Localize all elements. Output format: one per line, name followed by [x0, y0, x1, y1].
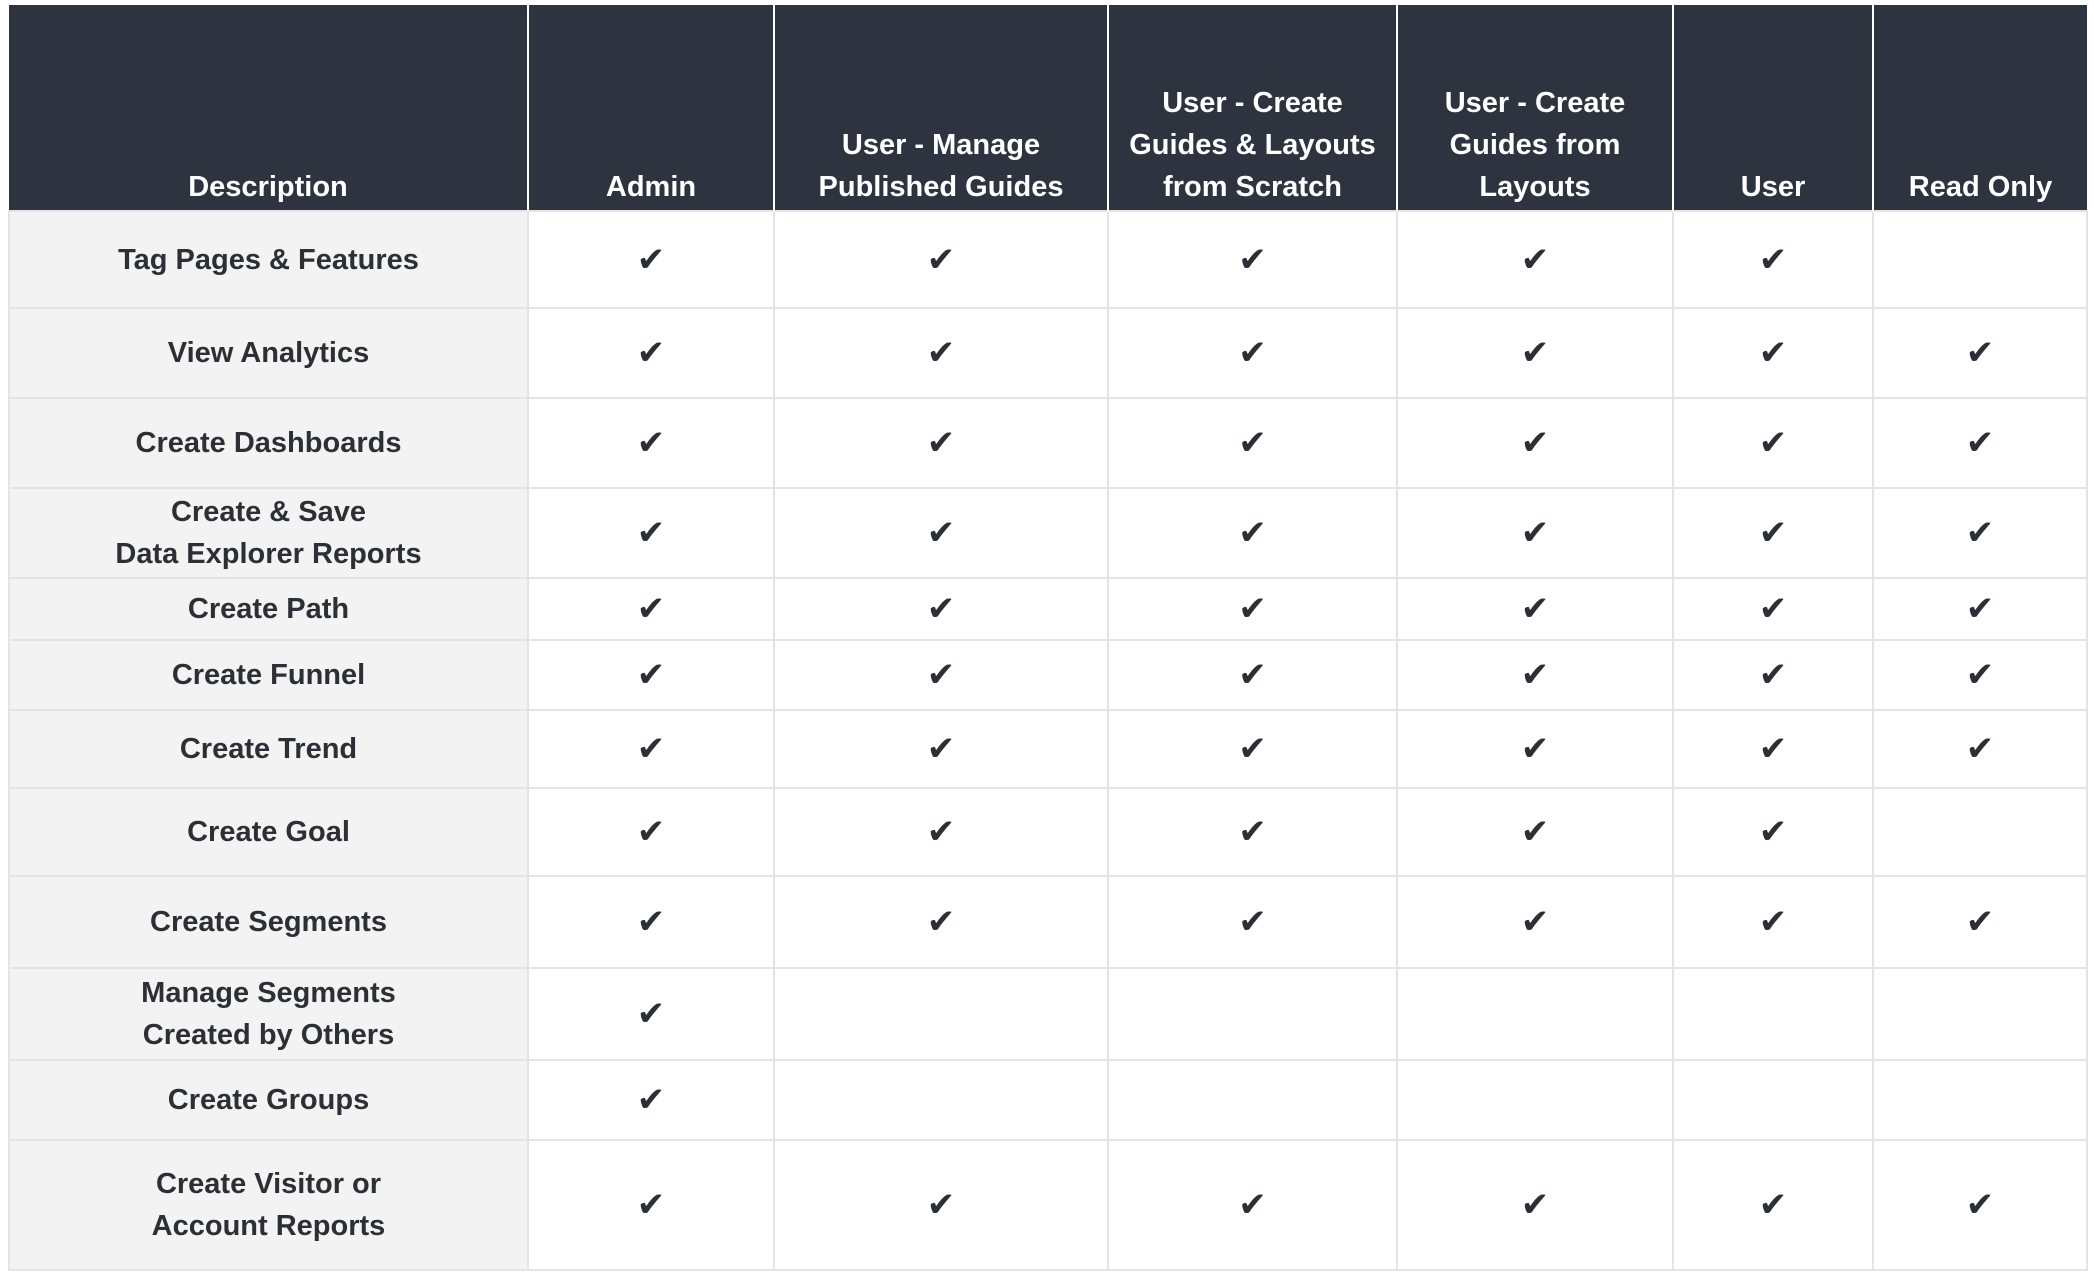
row-label: Create Dashboards: [9, 398, 528, 488]
check-icon: ✔: [774, 578, 1108, 640]
header-user: User: [1673, 5, 1873, 211]
empty-cell: [1397, 1060, 1673, 1140]
check-icon: ✔: [1673, 876, 1873, 968]
check-icon: ✔: [1873, 488, 2087, 578]
empty-cell: [1873, 968, 2087, 1060]
row-label: Create Trend: [9, 710, 528, 788]
check-icon: ✔: [1108, 1140, 1397, 1270]
check-icon: ✔: [1108, 488, 1397, 578]
check-icon: ✔: [774, 308, 1108, 398]
check-icon: ✔: [1397, 710, 1673, 788]
table-row: [9, 876, 2087, 968]
check-icon: ✔: [1673, 788, 1873, 876]
check-icon: ✔: [1873, 308, 2087, 398]
check-icon: ✔: [774, 398, 1108, 488]
row-label: Create Visitor or Account Reports: [9, 1140, 528, 1270]
check-icon: ✔: [1397, 876, 1673, 968]
table-row: [9, 968, 2087, 1060]
check-icon: ✔: [1873, 398, 2087, 488]
check-icon: ✔: [528, 488, 774, 578]
table-row: [9, 710, 2087, 788]
table-header-row: [9, 5, 2087, 211]
empty-cell: [1873, 211, 2087, 308]
check-icon: ✔: [528, 968, 774, 1060]
check-icon: ✔: [1397, 640, 1673, 710]
check-icon: ✔: [1873, 578, 2087, 640]
check-icon: ✔: [1673, 398, 1873, 488]
permissions-table: [8, 5, 2088, 1271]
check-icon: ✔: [1397, 1140, 1673, 1270]
empty-cell: [774, 968, 1108, 1060]
check-icon: ✔: [1397, 488, 1673, 578]
table-row: [9, 640, 2087, 710]
check-icon: ✔: [774, 211, 1108, 308]
check-icon: ✔: [1108, 398, 1397, 488]
row-label: Create Path: [9, 578, 528, 640]
check-icon: ✔: [528, 876, 774, 968]
table-row: [9, 1060, 2087, 1140]
check-icon: ✔: [528, 578, 774, 640]
check-icon: ✔: [1673, 578, 1873, 640]
table-row: [9, 1140, 2087, 1270]
table-row: [9, 578, 2087, 640]
check-icon: ✔: [528, 398, 774, 488]
empty-cell: [1673, 968, 1873, 1060]
check-icon: ✔: [528, 640, 774, 710]
header-user-manage-published-guides: User - Manage Published Guides: [774, 5, 1108, 211]
row-label: Create Goal: [9, 788, 528, 876]
empty-cell: [1873, 788, 2087, 876]
check-icon: ✔: [1873, 876, 2087, 968]
empty-cell: [1108, 1060, 1397, 1140]
check-icon: ✔: [1108, 710, 1397, 788]
check-icon: ✔: [774, 640, 1108, 710]
check-icon: ✔: [1673, 211, 1873, 308]
table-body: [9, 211, 2087, 1270]
empty-cell: [1108, 968, 1397, 1060]
check-icon: ✔: [1873, 710, 2087, 788]
check-icon: ✔: [774, 788, 1108, 876]
check-icon: ✔: [1673, 488, 1873, 578]
header-description: Description: [9, 5, 528, 211]
row-label: Create Segments: [9, 876, 528, 968]
table-row: [9, 211, 2087, 308]
row-label: Manage Segments Created by Others: [9, 968, 528, 1060]
header-user-create-guides-from-layouts: User - Create Guides from Layouts: [1397, 5, 1673, 211]
row-label: View Analytics: [9, 308, 528, 398]
check-icon: ✔: [774, 488, 1108, 578]
check-icon: ✔: [774, 876, 1108, 968]
check-icon: ✔: [1397, 578, 1673, 640]
empty-cell: [1397, 968, 1673, 1060]
check-icon: ✔: [1108, 788, 1397, 876]
check-icon: ✔: [1108, 578, 1397, 640]
check-icon: ✔: [1673, 710, 1873, 788]
table-row: [9, 398, 2087, 488]
row-label: Create & Save Data Explorer Reports: [9, 488, 528, 578]
check-icon: ✔: [1108, 640, 1397, 710]
check-icon: ✔: [1397, 788, 1673, 876]
check-icon: ✔: [1673, 640, 1873, 710]
header-admin: Admin: [528, 5, 774, 211]
empty-cell: [1673, 1060, 1873, 1140]
header-read-only: Read Only: [1873, 5, 2087, 211]
row-label: Create Funnel: [9, 640, 528, 710]
check-icon: ✔: [528, 1140, 774, 1270]
check-icon: ✔: [1873, 640, 2087, 710]
row-label: Tag Pages & Features: [9, 211, 528, 308]
check-icon: ✔: [1873, 1140, 2087, 1270]
header-user-create-guides-layouts-from-scratch: User - Create Guides & Layouts from Scratch: [1108, 5, 1397, 211]
check-icon: ✔: [528, 788, 774, 876]
check-icon: ✔: [1108, 308, 1397, 398]
check-icon: ✔: [528, 211, 774, 308]
check-icon: ✔: [1673, 1140, 1873, 1270]
empty-cell: [1873, 1060, 2087, 1140]
check-icon: ✔: [528, 1060, 774, 1140]
check-icon: ✔: [1397, 211, 1673, 308]
table-row: [9, 788, 2087, 876]
check-icon: ✔: [774, 1140, 1108, 1270]
check-icon: ✔: [528, 308, 774, 398]
check-icon: ✔: [1673, 308, 1873, 398]
check-icon: ✔: [1397, 398, 1673, 488]
check-icon: ✔: [774, 710, 1108, 788]
check-icon: ✔: [1108, 876, 1397, 968]
empty-cell: [774, 1060, 1108, 1140]
check-icon: ✔: [528, 710, 774, 788]
check-icon: ✔: [1397, 308, 1673, 398]
row-label: Create Groups: [9, 1060, 528, 1140]
check-icon: ✔: [1108, 211, 1397, 308]
table-row: [9, 488, 2087, 578]
table-row: [9, 308, 2087, 398]
